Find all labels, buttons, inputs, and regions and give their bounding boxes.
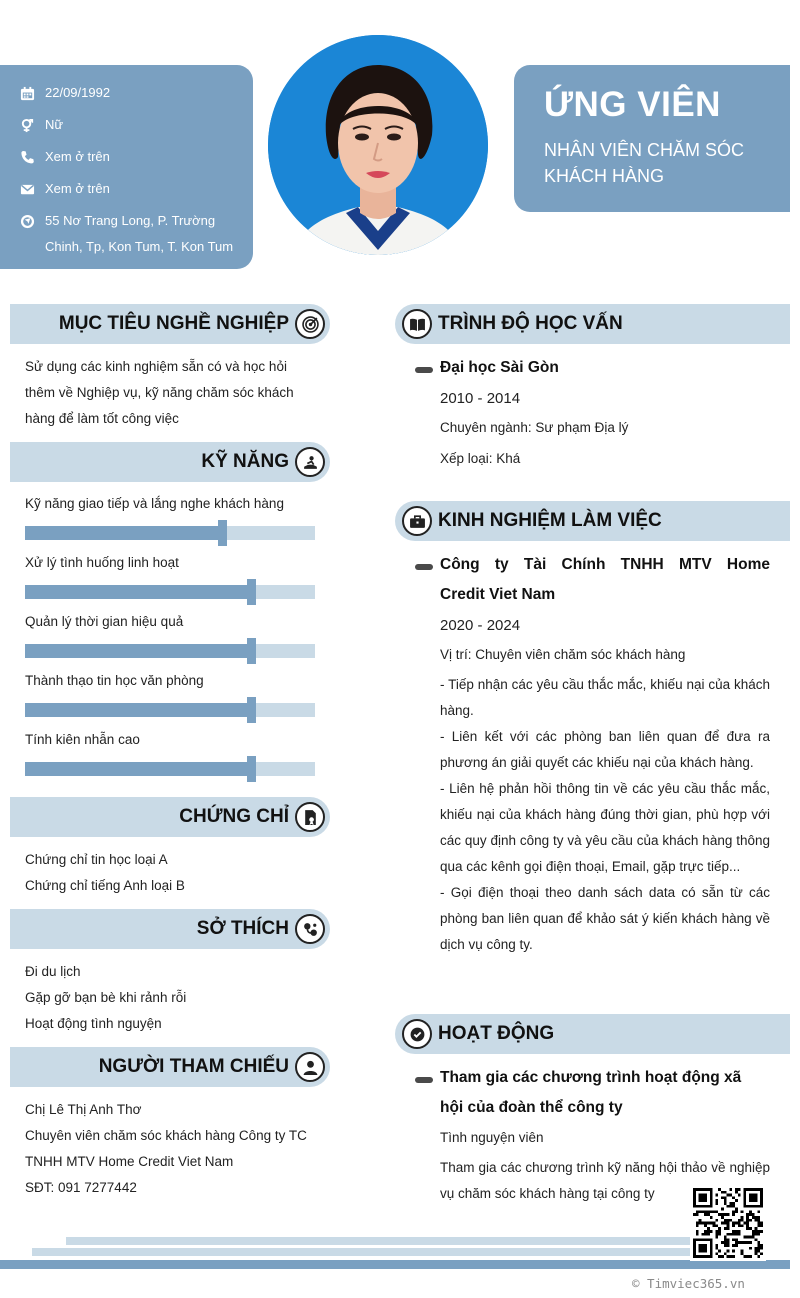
experience-role: Vị trí: Chuyên viên chăm sóc khách hàng [440, 647, 686, 662]
skill-bar [25, 644, 315, 658]
footer-stripe [66, 1237, 700, 1245]
address-line-2: Chinh, Tp, Kon Tum, T. Kon Tum [45, 239, 234, 254]
skill-bar-knob [247, 579, 256, 605]
objective-line: thêm về Nghiệp vụ, kỹ năng chăm sóc khách [25, 385, 294, 400]
position-line-1: NHÂN VIÊN CHĂM SÓC [544, 140, 745, 160]
position-line-2: KHÁCH HÀNG [544, 166, 665, 186]
gender-text: Nữ [45, 117, 64, 132]
hobby-item: Đi du lịch [25, 964, 81, 979]
contact-card [0, 65, 253, 269]
skill-bar-fill [25, 703, 251, 717]
skill-bar-fill [25, 526, 222, 540]
references-text [25, 1097, 315, 1201]
company-line-1: Công ty Tài Chính TNHH MTV Home [440, 556, 770, 573]
contact-address [20, 208, 243, 260]
experience-description [440, 672, 770, 958]
section-header-references [10, 1047, 330, 1087]
hobby-item: Hoạt động tình nguyện [25, 1016, 162, 1031]
bullet-dash [415, 1077, 433, 1083]
skill-bar [25, 703, 315, 717]
section-header-certificates [10, 797, 330, 837]
skill-bar-knob [218, 520, 227, 546]
section-header-activities [395, 1014, 790, 1054]
company-line-2: Credit Viet Nam [440, 586, 556, 603]
badge-check-icon [402, 1019, 432, 1049]
activity-name-line-1: Tham gia các chương trình hoạt động xã [440, 1069, 742, 1086]
certificate-item: Chứng chỉ tiếng Anh loại B [25, 878, 185, 893]
envelope-icon [20, 176, 45, 202]
phone-icon [20, 144, 45, 170]
skills-title: KỸ NĂNG [201, 451, 289, 472]
activities-title: HOẠT ĐỘNG [438, 1023, 555, 1044]
gender-icon [20, 112, 45, 138]
certificate-item: Chứng chỉ tin học loại A [25, 852, 168, 867]
experience-desc-item: - Liên hệ phản hồi thông tin về các yêu cầu thắc mắc, khiếu nại của khách hàng đúng thời gian, phù hợp với các quy định công ty và yêu cầu của khách hàng thông qua các kênh gọi điện thoại, Email, gặp trực tiếp... [440, 781, 770, 874]
skill-bar [25, 585, 315, 599]
activity-role: Tình nguyện viên [440, 1130, 544, 1145]
skill-icon [295, 447, 325, 477]
address-text [45, 208, 233, 260]
certificates-title: CHỨNG CHỈ [179, 806, 289, 827]
skill-label: Quản lý thời gian hiệu quả [25, 614, 184, 629]
section-header-experience [395, 501, 790, 541]
experience-time: 2020 - 2024 [440, 617, 521, 634]
experience-company [440, 550, 770, 610]
location-icon [20, 208, 45, 234]
bullet-dash [415, 564, 433, 570]
skill-label: Xử lý tình huống linh hoạt [25, 555, 179, 570]
education-school: Đại học Sài Gòn [440, 359, 559, 376]
skill-bar-fill [25, 762, 251, 776]
contact-gender [20, 112, 243, 144]
section-header-hobbies [10, 909, 330, 949]
bullet-dash [415, 367, 433, 373]
hobby-icon [295, 914, 325, 944]
experience-title: KINH NGHIỆM LÀM VIỆC [438, 510, 662, 531]
hobbies-list [25, 959, 315, 1037]
section-header-skills [10, 442, 330, 482]
certificates-list [25, 847, 315, 899]
skill-label: Tính kiên nhẫn cao [25, 732, 140, 747]
book-icon [402, 309, 432, 339]
candidate-name: ỨNG VIÊN [544, 85, 721, 124]
activity-description: Tham gia các chương trình kỹ năng hội thảo về nghiệp vụ chăm sóc khách hàng tại công ty [440, 1160, 770, 1201]
contact-email [20, 176, 243, 208]
experience-desc-item: - Gọi điện thoại theo danh sách data có sẵn từ các phòng ban liên quan để khảo sát ý kiến khách hàng về dịch vụ công ty. [440, 885, 770, 952]
experience-desc-item: - Tiếp nhận các yêu cầu thắc mắc, khiếu nại của khách hàng. [440, 677, 770, 718]
user-icon [295, 1052, 325, 1082]
reference-line: Chị Lê Thị Anh Thơ [25, 1102, 142, 1117]
reference-line: TNHH MTV Home Credit Viet Nam [25, 1154, 234, 1169]
certificate-icon [295, 802, 325, 832]
hobbies-title: SỞ THÍCH [196, 918, 289, 939]
skill-bar-knob [247, 697, 256, 723]
phone-text: Xem ở trên [45, 149, 110, 164]
skill-bar-knob [247, 638, 256, 664]
education-time: 2010 - 2014 [440, 390, 521, 407]
education-major: Chuyên ngành: Sư phạm Địa lý [440, 420, 629, 435]
objective-title: MỤC TIÊU NGHỀ NGHIỆP [58, 313, 289, 334]
address-line-1: 55 Nơ Trang Long, P. Trường [45, 213, 216, 228]
education-title: TRÌNH ĐỘ HỌC VẤN [438, 313, 623, 334]
reference-line: SĐT: 091 7277442 [25, 1180, 137, 1195]
activity-name-line-2: hội của đoàn thể công ty [440, 1099, 623, 1116]
objective-text [25, 354, 315, 432]
hobby-item: Gặp gỡ bạn bè khi rảnh rỗi [25, 990, 187, 1005]
reference-line: Chuyên viên chăm sóc khách hàng Công ty TC [25, 1128, 307, 1143]
section-header-objective [10, 304, 330, 344]
footer-stripe [0, 1260, 790, 1269]
section-header-education [395, 304, 790, 344]
contact-birthday [20, 80, 243, 112]
avatar [268, 35, 488, 255]
education-grade: Xếp loại: Khá [440, 451, 521, 466]
objective-line: hàng để làm tốt công việc [25, 411, 179, 426]
skill-bar [25, 762, 315, 776]
candidate-position [544, 137, 780, 189]
skill-bar-knob [247, 756, 256, 782]
birthday-text: 22/09/1992 [45, 85, 111, 100]
target-icon [295, 309, 325, 339]
skill-bar-fill [25, 585, 251, 599]
skill-label: Kỹ năng giao tiếp và lắng nghe khách hàng [25, 496, 284, 511]
email-text: Xem ở trên [45, 181, 110, 196]
experience-desc-item: - Liên kết với các phòng ban liên quan để đưa ra phương án giải quyết các khiếu nại của khách hàng. [440, 729, 770, 770]
activity-name [440, 1063, 770, 1123]
skill-label: Thành thạo tin học văn phòng [25, 673, 204, 688]
qr-code [690, 1185, 766, 1261]
objective-line: Sử dụng các kinh nghiệm sẵn có và học hỏi [25, 359, 287, 374]
briefcase-icon [402, 506, 432, 536]
name-card [514, 65, 790, 212]
calendar-icon [20, 80, 45, 106]
contact-phone [20, 144, 243, 176]
copyright-text: © Timviec365.vn [632, 1276, 745, 1291]
skill-bar [25, 526, 315, 540]
footer-stripe [32, 1248, 700, 1256]
references-title: NGƯỜI THAM CHIẾU [98, 1056, 289, 1077]
skill-bar-fill [25, 644, 251, 658]
